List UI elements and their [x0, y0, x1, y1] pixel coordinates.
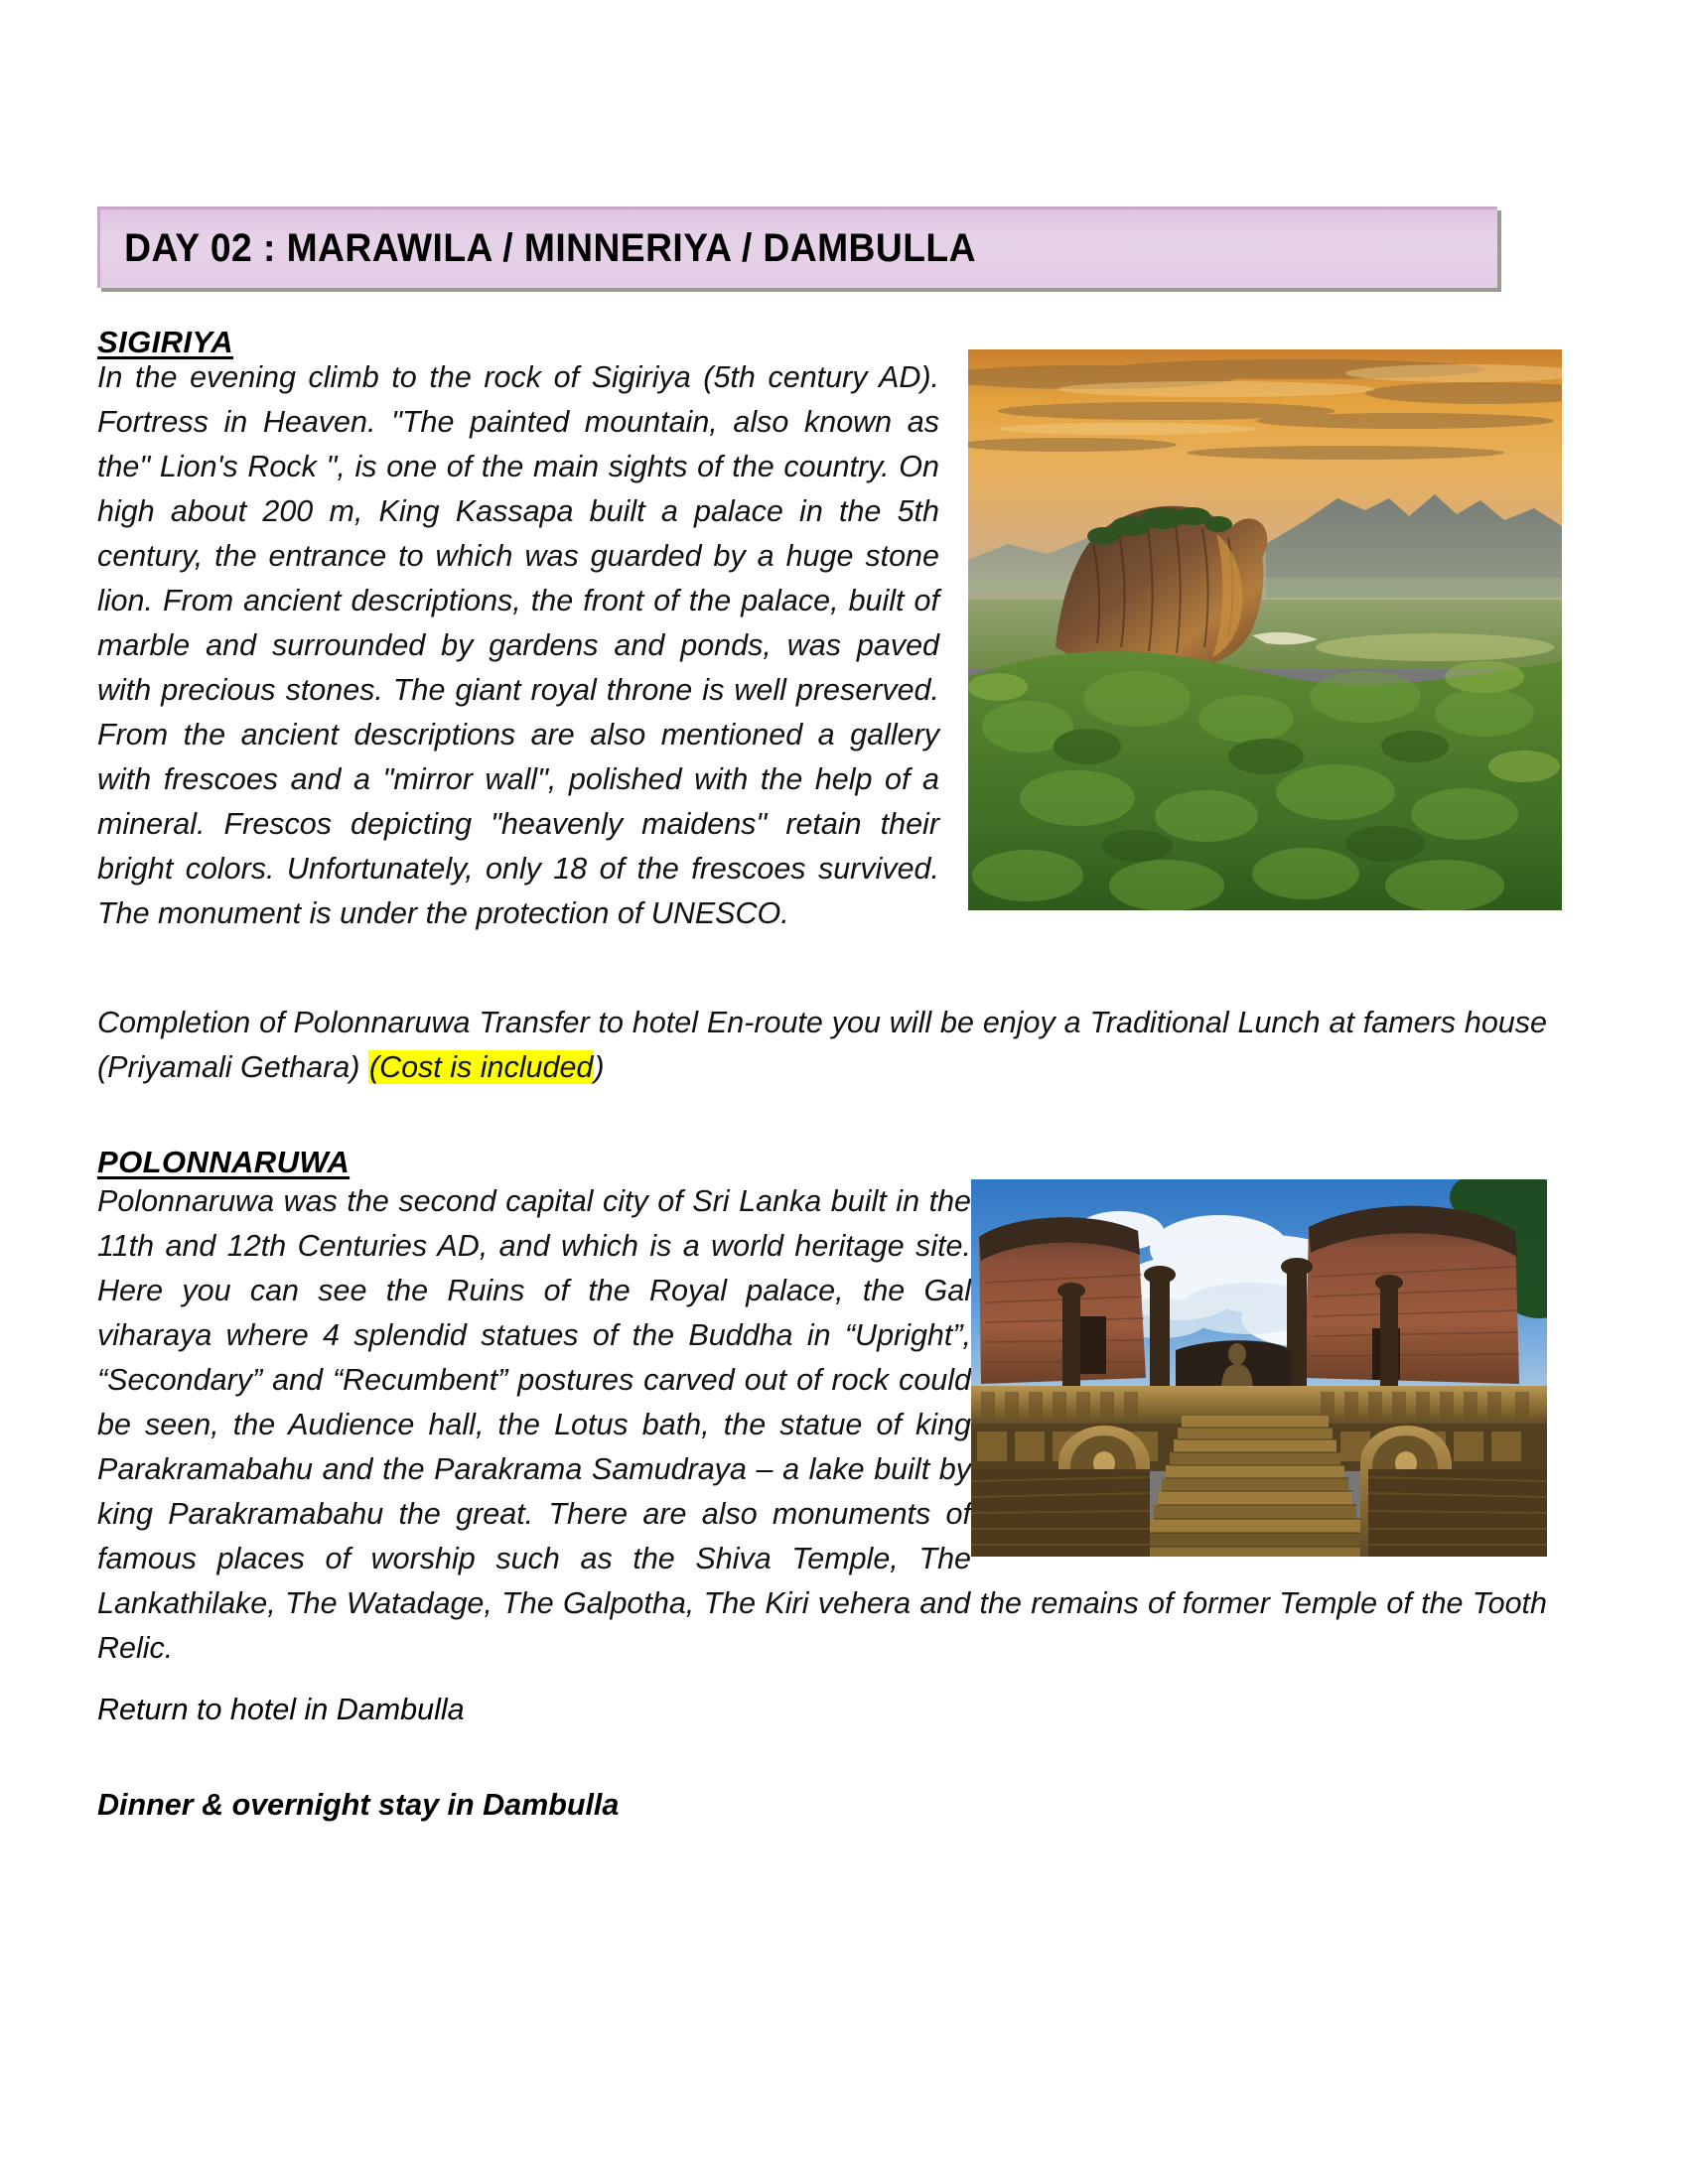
return-to-hotel-line: Return to hotel in Dambulla	[97, 1693, 465, 1726]
section-body-polonnaruwa	[97, 1179, 1547, 1671]
cost-included-open-paren: (	[368, 1050, 380, 1084]
section-heading-sigiriya: SIGIRIYA	[97, 325, 233, 359]
polonnaruwa-photo	[971, 1179, 1547, 1557]
transfer-note-text: Completion of Polonnaruwa Transfer to hotel En-route you will be enjoy a Traditional Lunch at famers house (Priyamali Gethara)	[97, 1006, 1547, 1084]
polonnaruwa-paragraph: Polonnaruwa was the second capital city of Sri Lanka built in the 11th and 12th Centuries AD, and which is a world heritage site. Here you can see the Ruins of the Royal palace, the Gal viharaya where 4 splendid statues of the Buddha in “Upright”, “Secondary” and “Recumbent” postures carved out of rock could be seen, the Audience hall, the Lotus bath, the statue of king Parakramabahu and the Parakrama Samudraya – a lake built by king Parakramabahu the great. There are also monuments of famous places of worship such as the Shiva Temple, The Lankathilake, The Watadage, The Galpotha, The Kiri vehera and the remains of former Temple of the Tooth Relic.	[97, 1184, 1547, 1665]
day-banner	[97, 206, 1497, 288]
sigiriya-paragraph: In the evening climb to the rock of Sigiriya (5th century AD). Fortress in Heaven. "The painted mountain, also known as the" Lion's Rock ", is one of the main sights of the country. On high about 200 m, King Kassapa built a palace in the 5th century, the entrance to which was guarded by a huge stone lion. From ancient descriptions, the front of the palace, built of marble and surrounded by gardens and ponds, was paved with precious stones. The giant royal throne is well preserved. From the ancient descriptions are also mentioned a gallery with frescoes and a "mirror wall", polished with the help of a mineral. Frescos depicting "heavenly maidens" retain their bright colors. Unfortunately, only 18 of the frescoes survived. The monument is under the protection of UNESCO.	[97, 360, 939, 930]
section-heading-polonnaruwa: POLONNARUWA	[97, 1145, 351, 1179]
cost-included-highlight	[368, 1050, 594, 1084]
cost-included-label: Cost is included	[379, 1050, 594, 1084]
transfer-note-paragraph	[97, 1001, 1547, 1090]
day-banner-title: DAY 02 : MARAWILA / MINNERIYA / DAMBULLA	[124, 226, 976, 270]
section-body-sigiriya	[97, 355, 939, 936]
sigiriya-photo	[968, 349, 1562, 910]
transfer-note	[97, 1001, 1547, 1090]
dinner-overnight-line: Dinner & overnight stay in Dambulla	[97, 1788, 620, 1822]
cost-included-close-paren: )	[594, 1050, 605, 1084]
